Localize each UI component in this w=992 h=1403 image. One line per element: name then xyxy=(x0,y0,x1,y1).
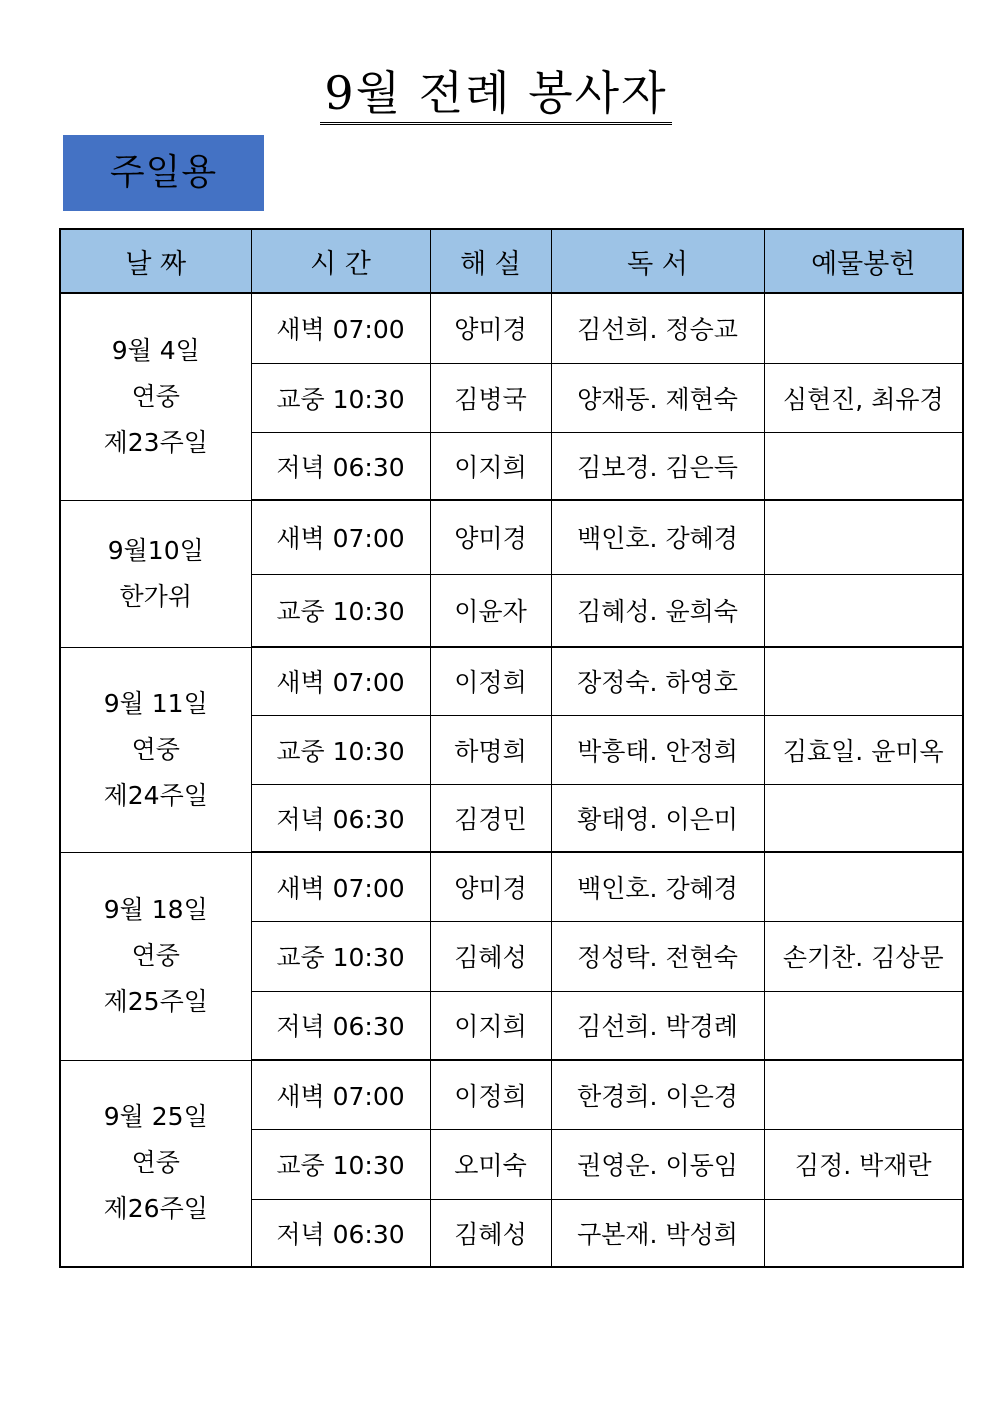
date-line: 연중 xyxy=(131,1148,180,1178)
readers-cell: 김선희. 정승교 xyxy=(551,293,764,363)
offering-empty-cell xyxy=(764,574,963,647)
time-cell: 교중 10:30 xyxy=(251,1129,430,1199)
date-line: 9월 11일 xyxy=(103,688,208,718)
offering-empty-cell xyxy=(764,784,963,852)
offering-cell: 김효일. 윤미옥 xyxy=(764,715,963,784)
time-cell: 교중 10:30 xyxy=(251,715,430,784)
readers-cell: 한경희. 이은경 xyxy=(551,1060,764,1129)
offering-empty-cell xyxy=(764,293,963,363)
table-row xyxy=(60,500,963,574)
date-line: 제23주일 xyxy=(103,427,208,457)
readers-cell: 김혜성. 윤희숙 xyxy=(551,574,764,647)
page-title xyxy=(0,60,992,126)
header-readers: 독 서 xyxy=(551,229,764,293)
commentator-cell: 하명희 xyxy=(430,715,551,784)
date-line: 한가위 xyxy=(119,581,192,611)
schedule-table xyxy=(59,228,964,1268)
commentator-cell: 양미경 xyxy=(430,293,551,363)
commentator-cell: 이지희 xyxy=(430,991,551,1060)
readers-cell: 구본재. 박성희 xyxy=(551,1199,764,1267)
commentator-cell: 김병국 xyxy=(430,363,551,432)
header-offering: 예물봉헌 xyxy=(764,229,963,293)
date-cell xyxy=(60,500,251,647)
table-row xyxy=(60,852,963,921)
time-cell: 교중 10:30 xyxy=(251,574,430,647)
offering-empty-cell xyxy=(764,432,963,500)
readers-cell: 백인호. 강혜경 xyxy=(551,500,764,574)
section-label: 주일용 xyxy=(63,135,264,211)
offering-cell: 김정. 박재란 xyxy=(764,1129,963,1199)
commentator-cell: 이정희 xyxy=(430,647,551,715)
time-cell: 새벽 07:00 xyxy=(251,293,430,363)
commentator-cell: 김혜성 xyxy=(430,921,551,991)
offering-empty-cell xyxy=(764,1060,963,1129)
page-title-text: 9월 전례 봉사자 xyxy=(320,64,671,125)
time-cell: 새벽 07:00 xyxy=(251,852,430,921)
table-row xyxy=(60,293,963,363)
date-cell xyxy=(60,647,251,852)
date-cell xyxy=(60,293,251,500)
readers-cell: 권영운. 이동임 xyxy=(551,1129,764,1199)
time-cell: 저녁 06:30 xyxy=(251,991,430,1060)
time-cell: 새벽 07:00 xyxy=(251,647,430,715)
date-cell xyxy=(60,1060,251,1267)
commentator-cell: 양미경 xyxy=(430,500,551,574)
date-line: 9월 25일 xyxy=(103,1102,208,1132)
time-cell: 저녁 06:30 xyxy=(251,784,430,852)
date-line: 9월10일 xyxy=(107,535,204,565)
commentator-cell: 김혜성 xyxy=(430,1199,551,1267)
schedule-body xyxy=(60,293,963,1267)
header-time: 시 간 xyxy=(251,229,430,293)
readers-cell: 양재동. 제현숙 xyxy=(551,363,764,432)
commentator-cell: 김경민 xyxy=(430,784,551,852)
commentator-cell: 오미숙 xyxy=(430,1129,551,1199)
readers-cell: 박흥태. 안정희 xyxy=(551,715,764,784)
readers-cell: 김선희. 박경례 xyxy=(551,991,764,1060)
time-cell: 교중 10:30 xyxy=(251,363,430,432)
offering-empty-cell xyxy=(764,852,963,921)
table-row xyxy=(60,647,963,715)
date-cell xyxy=(60,852,251,1060)
date-line: 제25주일 xyxy=(103,987,208,1016)
header-commentator: 해 설 xyxy=(430,229,551,293)
time-cell: 저녁 06:30 xyxy=(251,1199,430,1267)
offering-empty-cell xyxy=(764,991,963,1060)
commentator-cell: 이지희 xyxy=(430,432,551,500)
offering-empty-cell xyxy=(764,647,963,715)
date-line: 연중 xyxy=(131,734,180,764)
date-line: 연중 xyxy=(131,381,180,411)
date-line: 연중 xyxy=(131,941,180,970)
offering-cell: 심현진, 최유경 xyxy=(764,363,963,432)
time-cell: 교중 10:30 xyxy=(251,921,430,991)
offering-cell: 손기찬. 김상문 xyxy=(764,921,963,991)
time-cell: 새벽 07:00 xyxy=(251,1060,430,1129)
commentator-cell: 양미경 xyxy=(430,852,551,921)
readers-cell: 정성탁. 전현숙 xyxy=(551,921,764,991)
offering-empty-cell xyxy=(764,1199,963,1267)
table-header-row xyxy=(60,229,963,293)
date-line: 제26주일 xyxy=(103,1194,208,1224)
readers-cell: 김보경. 김은득 xyxy=(551,432,764,500)
readers-cell: 장정숙. 하영호 xyxy=(551,647,764,715)
date-line: 9월 4일 xyxy=(111,335,200,365)
time-cell: 새벽 07:00 xyxy=(251,500,430,574)
readers-cell: 백인호. 강혜경 xyxy=(551,852,764,921)
offering-empty-cell xyxy=(764,500,963,574)
commentator-cell: 이윤자 xyxy=(430,574,551,647)
table-row xyxy=(60,1060,963,1129)
date-line: 제24주일 xyxy=(103,780,208,810)
date-line: 9월 18일 xyxy=(103,895,208,924)
readers-cell: 황태영. 이은미 xyxy=(551,784,764,852)
commentator-cell: 이정희 xyxy=(430,1060,551,1129)
time-cell: 저녁 06:30 xyxy=(251,432,430,500)
header-date: 날 짜 xyxy=(60,229,251,293)
